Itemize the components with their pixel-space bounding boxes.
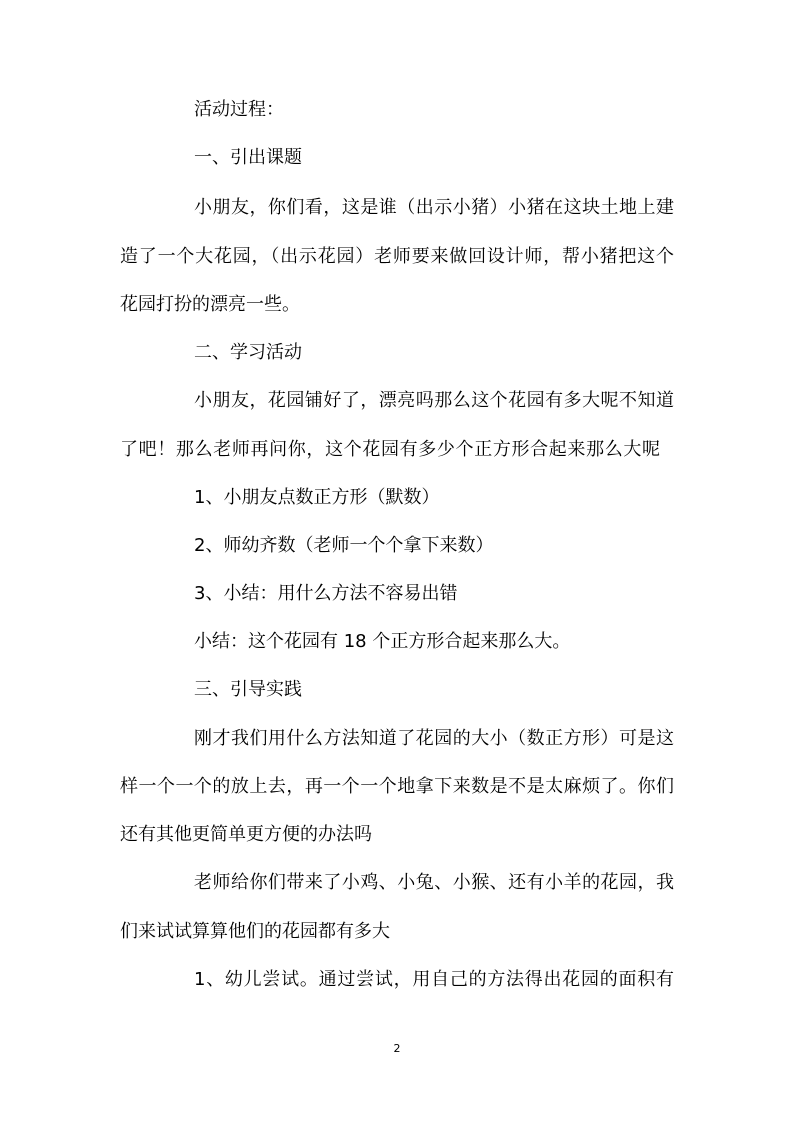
paragraph-line: 小结：这个花园有 18 个正方形合起来那么大。 [194,631,571,652]
paragraph-line: 们来试试算算他们的花园都有多大 [120,921,390,942]
paragraph-line: 刚才我们用什么方法知道了花园的大小（数正方形）可是这 [194,728,674,749]
list-item: 1、小朋友点数正方形（默数） [194,487,440,508]
list-item: 1、幼儿尝试。通过尝试，用自己的方法得出花园的面积有 [194,969,674,990]
paragraph-line: 样一个一个的放上去，再一个一个地拿下来数是不是太麻烦了。你们 [120,776,674,797]
page-number: 2 [393,1042,401,1055]
section-heading-2: 二、学习活动 [194,342,302,363]
paragraph-line: 小朋友，你们看，这是谁（出示小猪）小猪在这块土地上建 [194,197,674,218]
paragraph-line: 了吧！那么老师再问你，这个花园有多少个正方形合起来那么大呢 [120,439,660,460]
paragraph-line: 老师给你们带来了小鸡、小兔、小猴、还有小羊的花园，我 [194,872,674,893]
paragraph-line: 小朋友，花园铺好了，漂亮吗那么这个花园有多大呢不知道 [194,390,674,411]
section-heading-3: 三、引导实践 [194,679,302,700]
paragraph-line: 还有其他更简单更方便的办法吗 [120,824,372,845]
section-heading-activity-process: 活动过程： [194,99,284,120]
section-heading-1: 一、引出课题 [194,147,302,168]
paragraph-line: 造了一个大花园，（出示花园）老师要来做回设计师，帮小猪把这个 [120,246,674,267]
paragraph-line: 花园打扮的漂亮一些。 [120,294,300,315]
list-item: 3、小结：用什么方法不容易出错 [194,583,458,604]
list-item: 2、师幼齐数（老师一个个拿下来数） [194,535,494,556]
